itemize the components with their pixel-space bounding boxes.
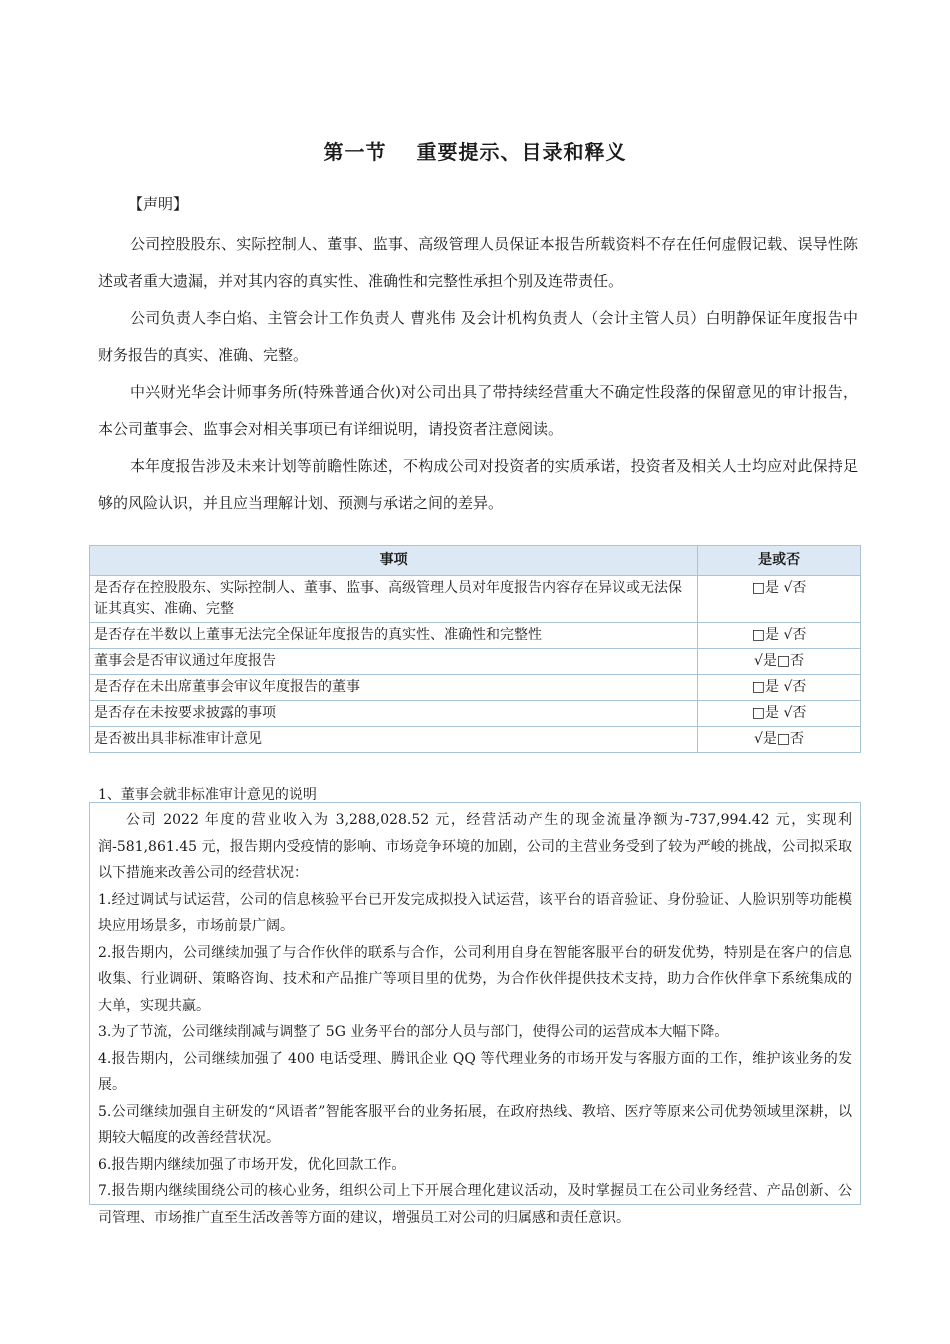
matter-cell: 董事会是否审议通过年度报告: [90, 649, 698, 675]
table-row: [90, 623, 861, 649]
answer-cell: □是 √否: [698, 701, 861, 727]
responsibility-paragraph: 公司负责人李白焰、主管会计工作负责人 曹兆伟 及会计机构负责人（会计主管人员）白明静保证年度报告中财务报告的真实、准确、完整。: [98, 309, 858, 364]
table-row: [90, 576, 861, 623]
table-header-row: [90, 546, 861, 576]
matter-cell: 是否存在半数以上董事无法完全保证年度报告的真实性、准确性和完整性: [90, 623, 698, 649]
declaration-paragraph: 公司控股股东、实际控制人、董事、监事、高级管理人员保证本报告所载资料不存在任何虚假记载、误导性陈述或者重大遗漏，并对其内容的真实性、准确性和完整性承担个别及连带责任。: [98, 235, 858, 290]
measure-item: 3.为了节流，公司继续削减与调整了 5G 业务平台的部分人员与部门，使得公司的运营成本大幅下降。: [98, 1024, 729, 1040]
measure-item: 5.公司继续加强自主研发的“风语者”智能客服平台的业务拓展，在政府热线、教培、医疗等原来公司优势领域里深耕，以期较大幅度的改善经营状况。: [98, 1103, 852, 1146]
matter-cell: 是否存在未按要求披露的事项: [90, 701, 698, 727]
answer-cell: □是 √否: [698, 623, 861, 649]
measure-item: 7.报告期内继续围绕公司的核心业务，组织公司上下开展合理化建议活动，及时掌握员工在公司业务经营、产品创新、公司管理、市场推广直至生活改善等方面的建议，增强员工对公司的归属感和责任意识。: [98, 1183, 852, 1226]
measure-item: 6.报告期内继续加强了市场开发，优化回款工作。: [98, 1156, 406, 1173]
explanation-intro: 公司 2022 年度的营业收入为 3,288,028.52 元，经营活动产生的现金流量净额为-737,994.42 元，实现利润-581,861.45 元，报告期内受疫情的影响、市场竞争环境的加剧，公司的主营业务受到了较为严峻的挑战，公司拟采取以下措施来改善公司的经营状况：: [98, 812, 852, 881]
table-row: [90, 727, 861, 753]
board-explanation-box: [89, 802, 861, 1226]
section-number: 第一节: [323, 140, 387, 164]
measure-item: 4.报告期内，公司继续加强了 400 电话受理、腾讯企业 QQ 等代理业务的市场开发与客服方面的工作，维护该业务的发展。: [98, 1050, 852, 1093]
matter-cell: 是否存在控股股东、实际控制人、董事、监事、高级管理人员对年度报告内容存在异议或无法保证其真实、准确、完整: [90, 576, 698, 623]
section-heading: 1、董事会就非标准审计意见的说明: [98, 787, 317, 803]
answer-cell: □是 √否: [698, 675, 861, 701]
declaration-heading: 【声明】: [128, 195, 189, 213]
answer-cell: □是 √否: [698, 576, 861, 623]
matter-cell: 是否被出具非标准审计意见: [90, 727, 698, 753]
table-row: [90, 701, 861, 727]
column-header-answer: 是或否: [698, 546, 861, 576]
table-row: [90, 675, 861, 701]
measure-item: 2.报告期内，公司继续加强了与合作伙伴的联系与合作，公司利用自身在智能客服平台的研发优势，特别是在客户的信息收集、行业调研、策略咨询、技术和产品推广等项目里的优势，为合作伙伴提供技术支持，助力合作伙伴拿下系统集成的大单，实现共赢。: [98, 944, 852, 1014]
column-header-item: 事项: [90, 546, 698, 576]
section-title: 重要提示、目录和释义: [416, 140, 627, 164]
measure-item: 1.经过调试与试运营，公司的信息核验平台已开发完成拟投入试运营，该平台的语音验证、身份验证、人脸识别等功能模块应用场景多，市场前景广阔。: [98, 891, 852, 934]
forward-looking-paragraph: 本年度报告涉及未来计划等前瞻性陈述，不构成公司对投资者的实质承诺，投资者及相关人士均应对此保持足够的风险认识，并且应当理解计划、预测与承诺之间的差异。: [98, 457, 858, 512]
matter-cell: 是否存在未出席董事会审议年度报告的董事: [90, 675, 698, 701]
answer-cell: √是□否: [698, 727, 861, 753]
audit-paragraph: 中兴财光华会计师事务所(特殊普通合伙)对公司出具了带持续经营重大不确定性段落的保留意见的审计报告，本公司董事会、监事会对相关事项已有详细说明，请投资者注意阅读。: [98, 383, 858, 438]
answer-cell: √是□否: [698, 649, 861, 675]
matters-table: [89, 545, 861, 753]
page-title: [0, 136, 950, 165]
table-row: [90, 649, 861, 675]
